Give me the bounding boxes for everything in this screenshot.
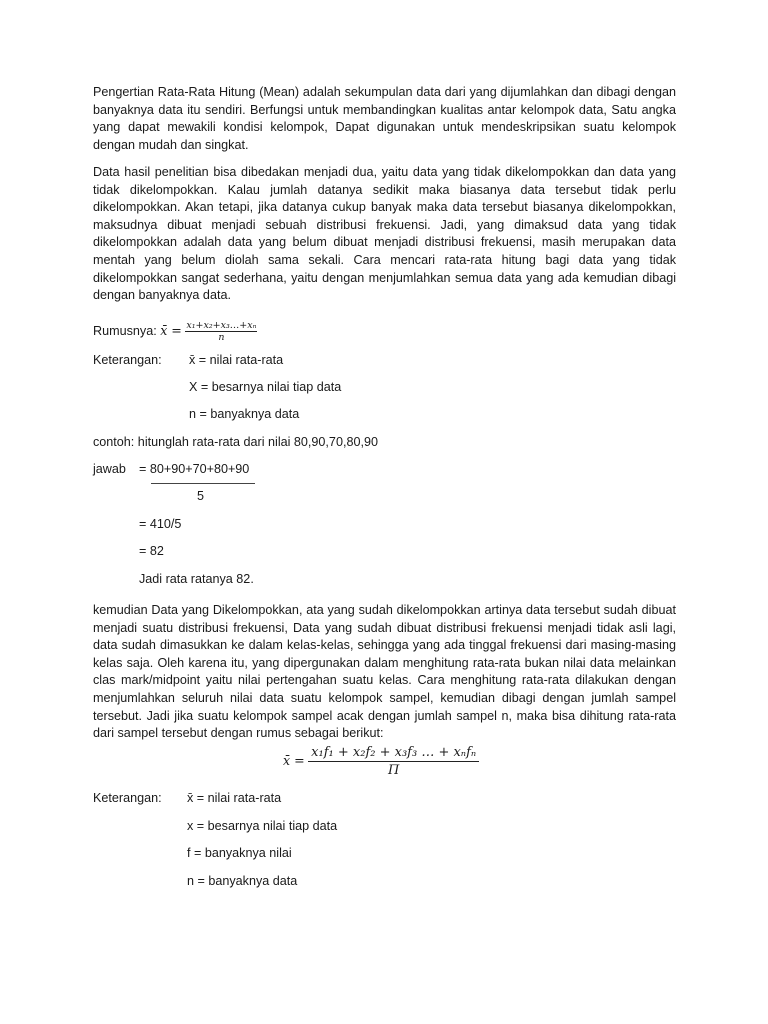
answer-divisor: 5: [197, 489, 205, 503]
legend2-item-value: x = besarnya nilai tiap data: [187, 819, 338, 833]
legend2-item-frequency: f = banyaknya nilai: [187, 846, 292, 860]
formula-fraction: [185, 320, 257, 343]
legend-item-count: n = banyaknya data: [189, 407, 300, 421]
legend-title: Keterangan:: [93, 353, 162, 367]
formula2-fraction: [308, 744, 479, 779]
legend2-title: Keterangan:: [93, 791, 162, 805]
legend2-item-mean: x̄ = nilai rata-rata: [187, 791, 282, 805]
formula-grouped-mean: [283, 744, 479, 779]
legend2-item-count: n = banyaknya data: [187, 874, 298, 888]
formula-lhs: x̄ =: [160, 322, 182, 338]
fraction-bar: [151, 483, 255, 484]
formula2-lhs: x̄ =: [283, 752, 305, 768]
formula2-numerator: x₁f₁ + x₂f₂ + x₃f₃ … + xₙfₙ: [308, 744, 479, 762]
formula2-denominator: Π: [387, 763, 400, 778]
grouped-data-paragraph: kemudian Data yang Dikelompokkan, ata yang sudah dikelompokkan artinya data tersebut sudah dibuat menjadi suatu distribusi frekuensi, Data yang sudah dibuat distribusi frekuensi menjadi tidak asli lagi, data sudah dimasukkan ke dalam kelas-kelas, sehingga yang ada tinggal frekuensi dari masing-masing kelas saja. Oleh karena itu, yang dipergunakan dalam menghitung rata-rata bukan nilai data melainkan clas mark/midpoint yaitu nilai pertengahan suatu kelas. Cara menghitung rata-rata dilakukan dengan menjumlahkan seluruh nilai data suatu kelompok sampel, kemudian dibagi dengan jumlah sampel tersebut. Jadi jika suatu kelompok sampel acak dengan jumlah sampel n, maka bisa dihitung rata-rata dari sampel tersebut dengan rumus sebagai berikut:: [93, 603, 676, 741]
example-question: contoh: hitunglah rata-rata dari nilai 80,90,70,80,90: [93, 435, 378, 449]
data-types-paragraph: Data hasil penelitian bisa dibedakan menjadi dua, yaitu data yang tidak dikelompokkan dan data yang tidak dikelompokkan. Kalau jumlah datanya sedikit maka biasanya data tersebut tidak perlu dikelompokkan. Akan tetapi, jika datanya cukup banyak maka data tersebut biasanya dikelompokkan, maksudnya dibuat menjadi sebuah distribusi frekuensi. Jadi, yang dimaksud data yang tidak dikelompokkan adalah data yang belum dibuat menjadi distribusi frekuensi, masih merupakan data mentah yang belum diolah sama sekali. Cara mencari rata-rata hitung bagi data yang tidak dikelompokkan sangat sederhana, yaitu dengan menjumlahkan semua data yang ada kemudian dibagi dengan banyaknya data.: [93, 165, 676, 303]
intro-paragraph: Pengertian Rata-Rata Hitung (Mean) adalah sekumpulan data dari yang dijumlahkan dan dibagi dengan banyaknya data itu sendiri. Berfungsi untuk membandingkan kualitas antar kelompok data, Satu angka yang dapat mewakili kondisi kelompok, Dapat digunakan untuk mendeskripsikan suatu kelompok dengan mudah dan singkat.: [93, 85, 676, 152]
formula-numerator: x₁+x₂+x₃…+xₙ: [186, 320, 257, 331]
answer-step-sum: = 80+90+70+80+90: [139, 462, 250, 476]
answer-step-result: = 82: [139, 544, 164, 558]
formula-simple-mean: [93, 320, 257, 343]
legend-item-value: X = besarnya nilai tiap data: [189, 380, 342, 394]
answer-label: jawab: [93, 462, 126, 476]
formula-label: Rumusnya:: [93, 323, 161, 338]
legend-item-mean: x̄ = nilai rata-rata: [189, 353, 284, 367]
answer-conclusion: Jadi rata ratanya 82.: [139, 572, 254, 586]
formula-denominator: n: [218, 332, 225, 343]
answer-step-division: = 410/5: [139, 517, 182, 531]
